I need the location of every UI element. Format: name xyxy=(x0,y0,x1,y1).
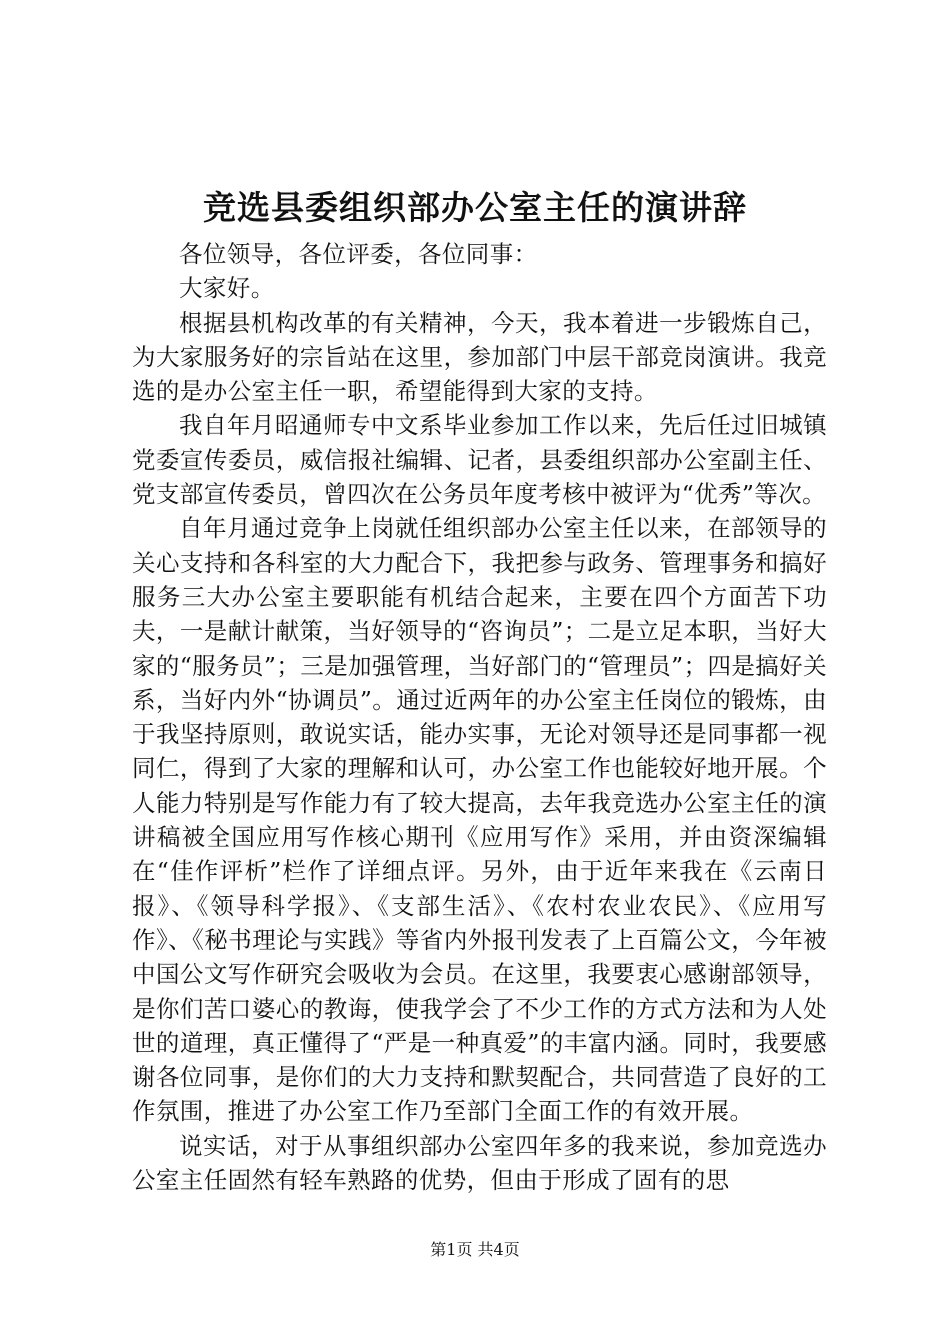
salutation-paragraph: 各位领导，各位评委，各位同事： xyxy=(179,240,538,268)
body-paragraph: 根据县机构改革的有关精神，今天，我本着进一步锻炼自己，为大家服务好的宗旨站在这里，参加部门中层干部竞岗演讲。我竞选的是办公室主任一职，希望能得到大家的支持。 xyxy=(132,308,827,406)
greeting-paragraph: 大家好。 xyxy=(179,274,275,303)
body-paragraph: 自年月通过竞争上岗就任组织部办公室主任以来，在部领导的关心支持和各科室的大力配合下，我把参与政务、管理事务和搞好服务三大办公室主要职能有机结合起来，主要在四个方面苦下功夫，一是献计献策，当好领导的“咨询员”；二是立足本职，当好大家的“服务员”；三是加强管理，当好部门的“管理员”；四是搞好关系，当好内外“协调员”。通过近两年的办公室主任岗位的锻炼，由于我坚持原则，敢说实话，能办实事，无论对领导还是同事都一视同仁，得到了大家的理解和认可，办公室工作也能较好地开展。个人能力特别是写作能力有了较大提高，去年我竞选办公室主任的演讲稿被全国应用写作核心期刊《应用写作》采用，并由资深编辑在“佳作评析”栏作了详细点评。另外，由于近年来我在《云南日报》、《领导科学报》、《支部生活》、《农村农业农民》、《应用写作》、《秘书理论与实践》等省内外报刊发表了上百篇公文，今年被中国公文写作研究会吸收为会员。在这里，我要衷心感谢部领导，是你们苦口婆心的教诲，使我学会了不少工作的方式方法和为人处世的道理，真正懂得了“严是一种真爱”的丰富内涵。同时，我要感谢各位同事，是你们的大力支持和默契配合，共同营造了良好的工作氛围，推进了办公室工作乃至部门全面工作的有效开展。 xyxy=(132,514,827,1126)
document-title: 竞选县委组织部办公室主任的演讲辞 xyxy=(203,188,747,227)
page-footer: 第1页 共4页 xyxy=(430,1240,520,1259)
document-body xyxy=(132,237,827,1197)
body-paragraph: 我自年月昭通师专中文系毕业参加工作以来，先后任过旧城镇党委宣传委员，威信报社编辑、记者，县委组织部办公室副主任、党支部宣传委员，曾四次在公务员年度考核中被评为“优秀”等次。 xyxy=(132,411,827,509)
body-paragraph: 说实话，对于从事组织部办公室四年多的我来说，参加竞选办公室主任固然有轻车熟路的优势，但由于形成了固有的思 xyxy=(132,1131,827,1195)
